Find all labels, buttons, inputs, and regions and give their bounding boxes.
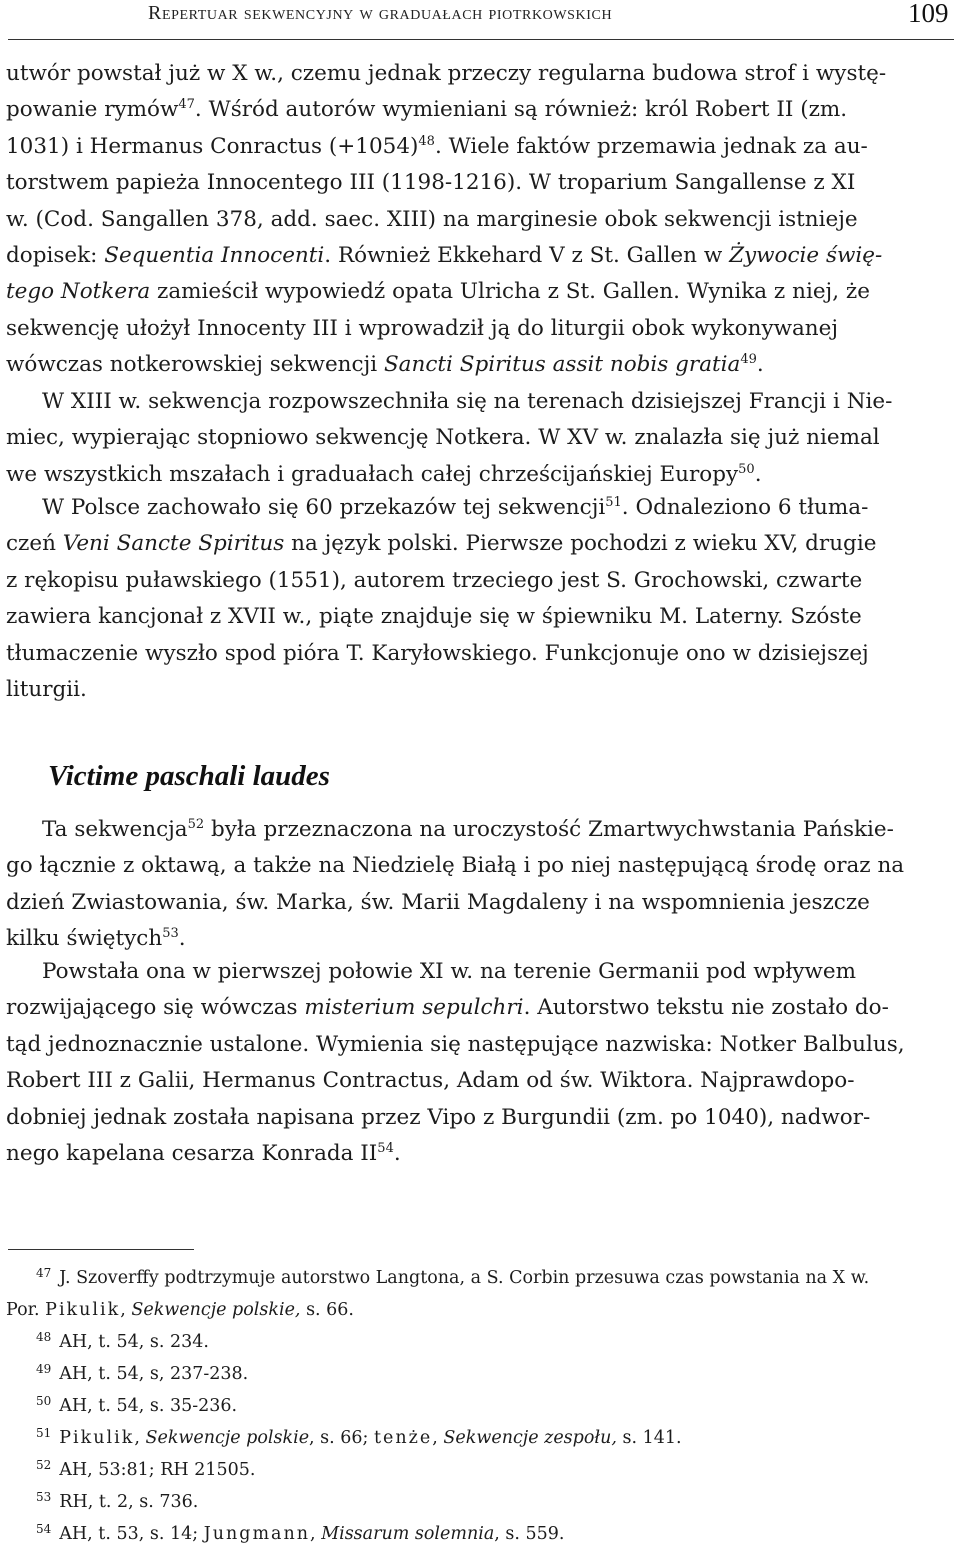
text-line: go łącznie z oktawą, a także na Niedzielę Białą i po niej następującą środę oraz na <box>6 853 905 879</box>
text-line: tłumaczenie wyszło spod pióra T. Karyłowskiego. Funkcjonuje ono w dzisiejszej <box>6 640 869 666</box>
text-line: dobniej jednak została napisana przez Vipo z Burgundii (zm. po 1040), nadwor- <box>6 1104 871 1130</box>
text-line: torstwem papieża Innocentego III (1198-1216). W troparium Sangallense z XI <box>6 170 856 196</box>
text-line: w. (Cod. Sangallen 378, add. saec. XIII) na marginesie obok sekwencji istnieje <box>6 206 858 232</box>
footnote-ref[interactable]: 48 <box>418 133 435 149</box>
footnote-ref[interactable]: 54 <box>377 1140 394 1156</box>
footnote-ref[interactable]: 52 <box>187 817 205 832</box>
text-line: powanie rymów$^{47}$. Wśród autorów wymieniani są również: król Robert II (zm. <box>6 97 848 123</box>
footnotes <box>6 1262 956 1550</box>
paragraph-1 <box>6 56 956 384</box>
text-line: miec, wypierając stopniowo sekwencję Notkera. W XV w. znalazła się już niemal <box>6 425 880 451</box>
text-line: wówczas notkerowskiej sekwencji Sancti Spiritus assit nobis gratia$^{49}$. <box>6 352 764 378</box>
footnote-ref[interactable]: 53 <box>162 926 179 942</box>
footnote-separator <box>8 1249 194 1250</box>
text-line: kilku świętych$^{53}$. <box>6 926 186 952</box>
text-line: sekwencję ułożył Innocenty III i wprowadził ją do liturgii obok wykonywanej <box>6 315 839 341</box>
footnote-ref[interactable]: 49 <box>740 352 757 368</box>
footnote-50: $^{50}$ AH, t. 54, s. 35-236. <box>36 1394 238 1416</box>
paragraph-5 <box>6 954 956 1172</box>
footnote-ref[interactable]: 50 <box>738 461 755 477</box>
text-line: 1031) i Hermanus Conractus $(+1054)^{48}$. Wiele faktów przemawia jednak za au- <box>6 133 868 159</box>
paragraph-3 <box>6 490 956 708</box>
page-number: 109 <box>908 0 949 28</box>
footnote-54: $^{54}$ AH, t. 53, s. 14; Jungmann, Missarum solemnia, s. 559. <box>36 1522 565 1544</box>
running-head: Repertuar sekwencyjny w graduałach piotrkowskich <box>148 2 613 24</box>
text-line: z rękopisu puławskiego (1551), autorem trzeciego jest S. Grochowski, czwarte <box>6 567 863 593</box>
footnote-ref[interactable]: 51 <box>605 495 622 510</box>
text-line: W Polsce zachowało się 60 przekazów tej sekwencji$^{51}$. Odnaleziono 6 tłuma- <box>42 495 869 520</box>
footnote-47: $^{47}$ J. Szoverffy podtrzymuje autorstwo Langtona, a S. Corbin przesuwa czas powstania na X w. <box>36 1266 870 1288</box>
footnote-53: $^{53}$ RH, t. 2, s. 736. <box>36 1490 199 1512</box>
text-line: rozwijającego się wówczas misterium sepulchri. Autorstwo tekstu nie zostało do- <box>6 995 889 1021</box>
text-line: we wszystkich mszałach i graduałach całej chrześcijańskiej Europy$^{50}$. <box>6 461 762 487</box>
text-line: W XIII w. sekwencja rozpowszechniła się na terenach dzisiejszej Francji i Nie- <box>42 389 893 414</box>
text-line: tego Notkera zamieścił wypowiedź opata Ulricha z St. Gallen. Wynika z niej, że <box>6 279 870 305</box>
text-line: Powstała ona w pierwszej połowie XI w. na terenie Germanii pod wpływem <box>42 959 857 984</box>
text-line: Robert III z Galii, Hermanus Contractus, Adam od św. Wiktora. Najprawdopo- <box>6 1068 855 1094</box>
text-line: Ta sekwencja$^{52}$ była przeznaczona na uroczystość Zmartwychwstania Pańskie- <box>42 817 894 842</box>
section-heading: Victime paschali laudes <box>48 760 330 792</box>
text-line: tąd jednoznacznie ustalone. Wymienia się następujące nazwiska: Notker Balbulus, <box>6 1031 905 1057</box>
text-line: dopisek: Sequentia Innocenti. Również Ekkehard V z St. Gallen w Żywocie świę- <box>6 242 883 268</box>
footnote-49: $^{49}$ AH, t. 54, s, 237-238. <box>36 1362 249 1384</box>
text-line: czeń Veni Sancte Spiritus na język polski. Pierwsze pochodzi z wieku XV, drugie <box>6 531 877 557</box>
footnote-47-cont: Por. Pikulik, Sekwencje polskie, s. 66. <box>6 1300 354 1320</box>
text-line: liturgii. <box>6 676 87 702</box>
footnote-ref[interactable]: 47 <box>178 97 195 113</box>
paragraph-4 <box>6 812 956 958</box>
text-line: zawiera kancjonał z XVII w., piąte znajduje się w śpiewniku M. Laterny. Szóste <box>6 604 862 630</box>
footnote-52: $^{52}$ AH, 53:81; RH 21505. <box>36 1458 256 1480</box>
header-rule <box>8 39 954 40</box>
text-line: utwór powstał już w X w., czemu jednak przeczy regularna budowa strof i wystę- <box>6 61 887 86</box>
text-line: dzień Zwiastowania, św. Marka, św. Marii Magdaleny i na wspomnienia jeszcze <box>6 889 870 915</box>
paragraph-2 <box>6 384 956 493</box>
text-line: nego kapelana cesarza Konrada II$^{54}$. <box>6 1140 401 1166</box>
footnote-51: $^{51}$ Pikulik, Sekwencje polskie, s. 66; tenże, Sekwencje zespołu, s. 141. <box>36 1426 682 1448</box>
footnote-48: $^{48}$ AH, t. 54, s. 234. <box>36 1330 209 1352</box>
